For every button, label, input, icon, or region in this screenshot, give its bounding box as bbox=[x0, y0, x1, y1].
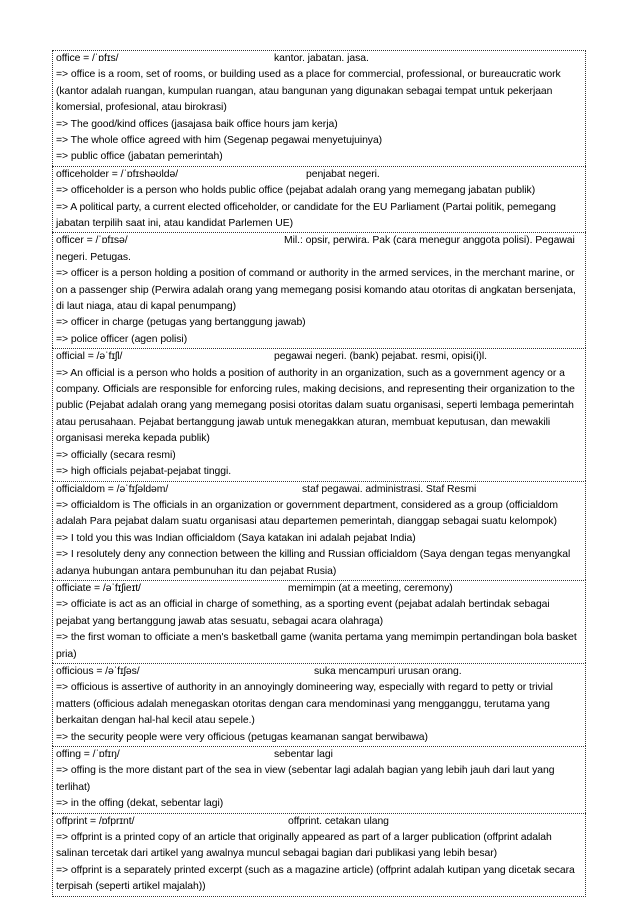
entry-translation: pegawai negeri. (bank) pejabat. resmi, opisi(i)l. bbox=[274, 351, 487, 363]
entry-term: officialdom = /əˈfɪʃəldəm/ bbox=[56, 483, 169, 495]
entry-term: officiate = /əˈfɪʃieɪt/ bbox=[56, 582, 141, 594]
entry-translation: memimpin (at a meeting, ceremony) bbox=[288, 582, 453, 594]
entry-head bbox=[56, 349, 583, 365]
entry-translation: sebentar lagi bbox=[274, 748, 333, 760]
entry-line: => The whole office agreed with him (Segenap pegawai menyetujuinya) bbox=[56, 135, 383, 147]
entry-officer bbox=[52, 232, 586, 348]
entry-head bbox=[56, 664, 583, 680]
entry-line: => A political party, a current elected officeholder, or candidate for the EU Parliament (Partai politik, pemegang jabatan terpilih saat ini, atau kandidat Parlemen UE) bbox=[56, 201, 556, 230]
entry-head bbox=[56, 233, 583, 266]
entry-line: => An official is a person who holds a position of authority in an organization, such as a government agency or a company. Officials are responsible for enforcing rules, making decisions, and representing their organization to the public (Pejabat adalah orang yang memegang posisi otoritas dalam suatu organisasi, seperti lembaga pemerintah atau perusahaan. Pejabat bertanggung jawab untuk menegakkan aturan, membuat keputusan, dan mewakili organisasi mereka kepada publik) bbox=[56, 367, 575, 445]
entry-line: => public office (jabatan pemerintah) bbox=[56, 151, 223, 163]
entry-head bbox=[56, 51, 583, 67]
entry-line: => offprint is a separately printed excerpt (such as a magazine article) (offprint adalah kutipan yang dicetak secara terpisah (seperti artikel majalah)) bbox=[56, 864, 575, 893]
entry-line: => office is a room, set of rooms, or building used as a place for commercial, professional, or bureaucratic work (kantor adalah ruangan, kumpulan ruangan, atau bangunan yang digunakan sebagai tempat untuk pekerjaan komersial, profesional, atau birokrasi) bbox=[56, 69, 561, 114]
entry-term: officeholder = /ˈɒfɪshəʊldə/ bbox=[56, 168, 179, 180]
entry-line: => in the offing (dekat, sebentar lagi) bbox=[56, 798, 224, 810]
entry-term: official = /əˈfɪʃl/ bbox=[56, 351, 123, 363]
entry-translation: penjabat negeri. bbox=[306, 168, 380, 180]
entry-head bbox=[56, 747, 583, 763]
entry-term: office = /ˈɒfɪs/ bbox=[56, 53, 119, 64]
entry-officialdom bbox=[52, 481, 586, 580]
entry-line: => I told you this was Indian officialdom (Saya katakan ini adalah pejabat India) bbox=[56, 532, 416, 544]
entry-officious bbox=[52, 663, 586, 746]
entry-official bbox=[52, 348, 586, 480]
entry-line: => officious is assertive of authority in an annoyingly domineering way, especially with regard to petty or trivial matters (officious adalah menegaskan otoritas dengan cara mendominasi yang mengganggu, terutama yang berkaitan dengan hal-hal kecil atau sepele.) bbox=[56, 682, 553, 727]
entry-term: officer = /ˈɒfɪsə/ bbox=[56, 235, 128, 247]
entry-line: => I resolutely deny any connection between the killing and Russian officialdom (Saya dengan tegas menyangkal adanya hubungan antara pembunuhan itu dan pejabat Rusia) bbox=[56, 549, 571, 577]
entry-translation: offprint. cetakan ulang bbox=[288, 815, 389, 827]
dictionary-sheet bbox=[52, 50, 586, 897]
entry-translation: Mil.: opsir, perwira. Pak (cara menegur anggota polisi). Pegawai negeri. Petugas. bbox=[56, 235, 575, 263]
entry-line: => officiate is act as an official in charge of something, as a sporting event (pejabat adalah bertindak sebagai pejabat yang bertanggung jawab atas sesuatu, sebagai acara olahraga) bbox=[56, 599, 550, 627]
entry-translation: suka mencampuri urusan orang. bbox=[314, 665, 462, 677]
entry-office bbox=[52, 50, 586, 166]
entry-term: offprint = /ɒfprɪnt/ bbox=[56, 815, 135, 827]
entry-line: => police officer (agen polisi) bbox=[56, 333, 188, 345]
entry-line: => officialdom is The officials in an organization or government department, considered as a group (officialdom adalah Para pejabat dalam suatu organisasi atau departemen pemerintah, dianggap sebagai suatu kelompok) bbox=[56, 499, 558, 528]
entry-offing bbox=[52, 746, 586, 813]
entry-line: => The good/kind offices (jasajasa baik office hours jam kerja) bbox=[56, 118, 338, 130]
entry-line: => high officials pejabat-pejabat tinggi. bbox=[56, 466, 232, 478]
entry-officeholder bbox=[52, 166, 586, 233]
entry-head bbox=[56, 482, 583, 498]
entry-head bbox=[56, 167, 583, 183]
entry-line: => officer in charge (petugas yang bertanggung jawab) bbox=[56, 317, 306, 329]
entry-term: officious = /əˈfɪʃəs/ bbox=[56, 665, 140, 677]
entry-offprint bbox=[52, 813, 586, 897]
entry-officiate bbox=[52, 580, 586, 663]
entry-line: => officeholder is a person who holds public office (pejabat adalah orang yang memegang jabatan publik) bbox=[56, 185, 536, 197]
entry-line: => offing is the more distant part of the sea in view (sebentar lagi adalah bagian yang lebih jauh dari laut yang terlihat) bbox=[56, 765, 555, 793]
entry-line: => the first woman to officiate a men's basketball game (wanita pertama yang memimpin pertandingan bola basket pria) bbox=[56, 632, 577, 660]
entry-line: => officer is a person holding a position of command or authority in the armed services, in the merchant marine, or on a passenger ship (Perwira adalah orang yang memegang posisi komando atau otoritas di angkatan bersenjata, di laut niaga, atau di kapal penumpang) bbox=[56, 268, 576, 313]
entry-head bbox=[56, 581, 583, 597]
entry-line: => the security people were very officious (petugas keamanan sangat berwibawa) bbox=[56, 731, 428, 743]
entry-term: offing = /ˈɒfɪŋ/ bbox=[56, 748, 120, 760]
entry-line: => officially (secara resmi) bbox=[56, 449, 176, 461]
entry-translation: kantor. jabatan. jasa. bbox=[274, 53, 369, 64]
entry-line: => offprint is a printed copy of an article that originally appeared as part of a larger publication (offprint adalah salinan tercetak dari artikel yang awalnya muncul sebagai bagian dari publikasi yang lebih besar) bbox=[56, 831, 552, 860]
entry-head bbox=[56, 814, 583, 830]
entry-translation: staf pegawai. administrasi. Staf Resmi bbox=[302, 483, 477, 495]
